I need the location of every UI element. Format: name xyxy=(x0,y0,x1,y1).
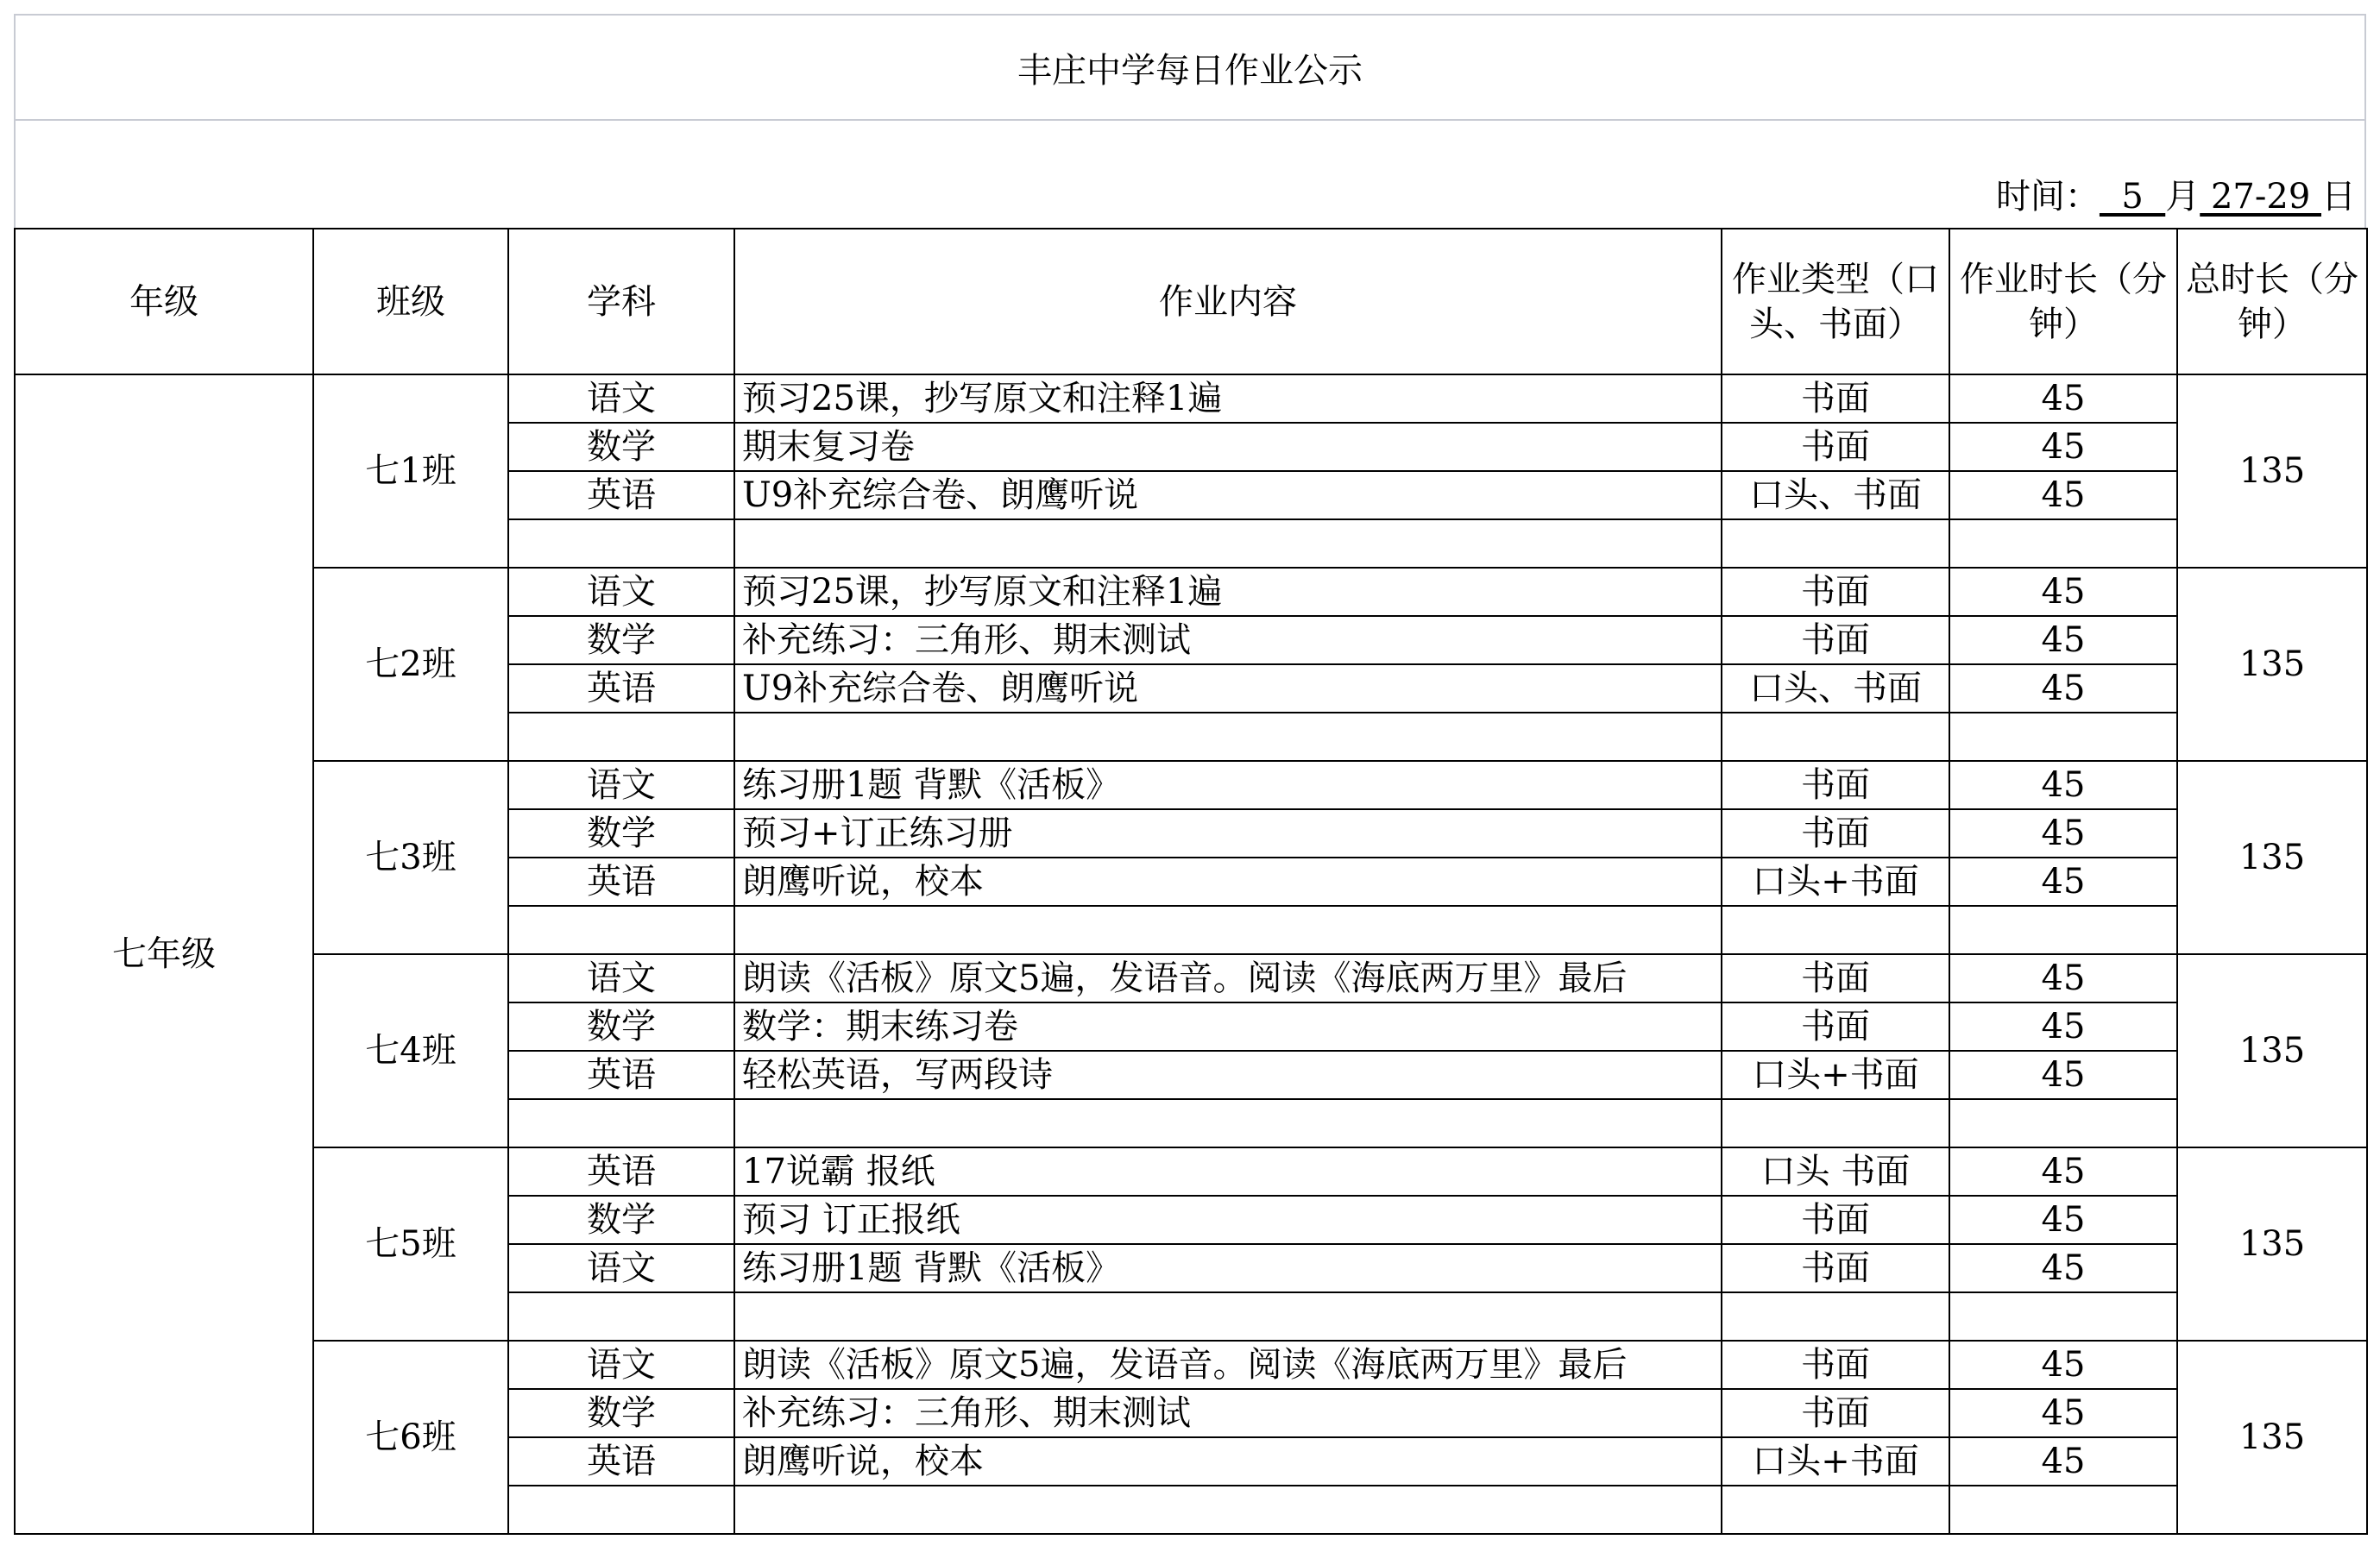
subject-cell: 数学 xyxy=(508,423,734,471)
type-cell: 书面 xyxy=(1722,568,1949,616)
content-cell: 数学：期末练习卷 xyxy=(734,1002,1722,1051)
header-type: 作业类型（口头、书面） xyxy=(1722,229,1949,374)
subject-cell: 语文 xyxy=(508,374,734,423)
duration-cell: 45 xyxy=(1949,1389,2177,1437)
content-cell: 朗读《活板》原文5遍，发语音。阅读《海底两万里》最后 xyxy=(734,1341,1722,1389)
empty-type-cell xyxy=(1722,1292,1949,1341)
total-cell: 135 xyxy=(2177,954,2367,1147)
header-row xyxy=(15,229,2367,374)
content-cell: 17说霸 报纸 xyxy=(734,1147,1722,1196)
duration-cell: 45 xyxy=(1949,1341,2177,1389)
time-month-unit: 月 xyxy=(2165,177,2201,217)
empty-duration-cell xyxy=(1949,906,2177,954)
header-class: 班级 xyxy=(313,229,508,374)
empty-subject-cell xyxy=(508,713,734,761)
subject-cell: 语文 xyxy=(508,761,734,809)
subject-cell: 数学 xyxy=(508,616,734,664)
type-cell: 书面 xyxy=(1722,809,1949,858)
type-cell: 书面 xyxy=(1722,1341,1949,1389)
type-cell: 书面 xyxy=(1722,761,1949,809)
empty-content-cell xyxy=(734,1292,1722,1341)
duration-cell: 45 xyxy=(1949,809,2177,858)
empty-type-cell xyxy=(1722,1486,1949,1534)
subject-cell: 英语 xyxy=(508,1437,734,1486)
type-cell: 书面 xyxy=(1722,616,1949,664)
empty-subject-cell xyxy=(508,519,734,568)
empty-type-cell xyxy=(1722,906,1949,954)
class-cell: 七4班 xyxy=(313,954,508,1147)
content-cell: U9补充综合卷、朗鹰听说 xyxy=(734,471,1722,519)
type-cell: 书面 xyxy=(1722,423,1949,471)
empty-subject-cell xyxy=(508,906,734,954)
type-cell: 书面 xyxy=(1722,1002,1949,1051)
empty-duration-cell xyxy=(1949,713,2177,761)
subject-cell: 英语 xyxy=(508,1051,734,1099)
grade-cell: 七年级 xyxy=(15,374,313,1534)
duration-cell: 45 xyxy=(1949,858,2177,906)
content-cell: 补充练习：三角形、期末测试 xyxy=(734,616,1722,664)
empty-content-cell xyxy=(734,1486,1722,1534)
time-month: 5 xyxy=(2099,177,2166,217)
content-cell: 练习册1题 背默《活板》 xyxy=(734,1244,1722,1292)
duration-cell: 45 xyxy=(1949,664,2177,713)
table-row xyxy=(15,1341,2367,1389)
duration-cell: 45 xyxy=(1949,1147,2177,1196)
content-cell: 预习+订正练习册 xyxy=(734,809,1722,858)
type-cell: 口头 书面 xyxy=(1722,1147,1949,1196)
subject-cell: 语文 xyxy=(508,954,734,1002)
empty-type-cell xyxy=(1722,1099,1949,1147)
empty-duration-cell xyxy=(1949,1486,2177,1534)
duration-cell: 45 xyxy=(1949,954,2177,1002)
subject-cell: 英语 xyxy=(508,471,734,519)
header-total: 总时长（分钟） xyxy=(2177,229,2367,374)
content-cell: 朗鹰听说，校本 xyxy=(734,858,1722,906)
duration-cell: 45 xyxy=(1949,1002,2177,1051)
time-day-unit: 日 xyxy=(2321,177,2356,217)
empty-duration-cell xyxy=(1949,1099,2177,1147)
empty-content-cell xyxy=(734,713,1722,761)
header-grade: 年级 xyxy=(15,229,313,374)
class-cell: 七1班 xyxy=(313,374,508,568)
subject-cell: 语文 xyxy=(508,568,734,616)
sheet-title: 丰庄中学每日作业公示 xyxy=(14,14,2366,121)
type-cell: 书面 xyxy=(1722,1244,1949,1292)
type-cell: 口头+书面 xyxy=(1722,1437,1949,1486)
subject-cell: 数学 xyxy=(508,1196,734,1244)
duration-cell: 45 xyxy=(1949,374,2177,423)
total-cell: 135 xyxy=(2177,1147,2367,1341)
duration-cell: 45 xyxy=(1949,1196,2177,1244)
class-cell: 七6班 xyxy=(313,1341,508,1534)
subject-cell: 数学 xyxy=(508,1389,734,1437)
class-cell: 七5班 xyxy=(313,1147,508,1341)
duration-cell: 45 xyxy=(1949,616,2177,664)
table-row xyxy=(15,954,2367,1002)
content-cell: 预习 订正报纸 xyxy=(734,1196,1722,1244)
empty-content-cell xyxy=(734,1099,1722,1147)
duration-cell: 45 xyxy=(1949,1437,2177,1486)
header-subject: 学科 xyxy=(508,229,734,374)
content-cell: 朗鹰听说，校本 xyxy=(734,1437,1722,1486)
total-cell: 135 xyxy=(2177,374,2367,568)
table-row xyxy=(15,761,2367,809)
empty-content-cell xyxy=(734,906,1722,954)
duration-cell: 45 xyxy=(1949,423,2177,471)
subject-cell: 语文 xyxy=(508,1341,734,1389)
empty-type-cell xyxy=(1722,519,1949,568)
header-content: 作业内容 xyxy=(734,229,1722,374)
empty-type-cell xyxy=(1722,713,1949,761)
class-cell: 七2班 xyxy=(313,568,508,761)
empty-subject-cell xyxy=(508,1292,734,1341)
empty-subject-cell xyxy=(508,1486,734,1534)
subject-cell: 数学 xyxy=(508,809,734,858)
time-label: 时间： xyxy=(1995,177,2100,217)
duration-cell: 45 xyxy=(1949,568,2177,616)
header-duration: 作业时长（分钟） xyxy=(1949,229,2177,374)
subject-cell: 数学 xyxy=(508,1002,734,1051)
empty-duration-cell xyxy=(1949,1292,2177,1341)
empty-content-cell xyxy=(734,519,1722,568)
total-cell: 135 xyxy=(2177,761,2367,954)
table-row xyxy=(15,1147,2367,1196)
content-cell: 轻松英语，写两段诗 xyxy=(734,1051,1722,1099)
time-days: 27-29 xyxy=(2200,177,2321,217)
content-cell: 期末复习卷 xyxy=(734,423,1722,471)
content-cell: 补充练习：三角形、期末测试 xyxy=(734,1389,1722,1437)
type-cell: 书面 xyxy=(1722,1196,1949,1244)
type-cell: 口头+书面 xyxy=(1722,1051,1949,1099)
content-cell: U9补充综合卷、朗鹰听说 xyxy=(734,664,1722,713)
type-cell: 口头+书面 xyxy=(1722,858,1949,906)
duration-cell: 45 xyxy=(1949,1244,2177,1292)
subject-cell: 语文 xyxy=(508,1244,734,1292)
class-cell: 七3班 xyxy=(313,761,508,954)
homework-table xyxy=(14,228,2368,1535)
empty-duration-cell xyxy=(1949,519,2177,568)
content-cell: 朗读《活板》原文5遍，发语音。阅读《海底两万里》最后 xyxy=(734,954,1722,1002)
total-cell: 135 xyxy=(2177,568,2367,761)
subject-cell: 英语 xyxy=(508,1147,734,1196)
duration-cell: 45 xyxy=(1949,1051,2177,1099)
table-row xyxy=(15,374,2367,423)
type-cell: 口头、书面 xyxy=(1722,664,1949,713)
type-cell: 书面 xyxy=(1722,954,1949,1002)
subject-cell: 英语 xyxy=(508,664,734,713)
time-row xyxy=(14,121,2366,228)
type-cell: 书面 xyxy=(1722,1389,1949,1437)
duration-cell: 45 xyxy=(1949,471,2177,519)
type-cell: 书面 xyxy=(1722,374,1949,423)
content-cell: 预习25课，抄写原文和注释1遍 xyxy=(734,374,1722,423)
table-row xyxy=(15,568,2367,616)
table-body xyxy=(15,374,2367,1534)
type-cell: 口头、书面 xyxy=(1722,471,1949,519)
time-line xyxy=(1996,169,2356,218)
content-cell: 练习册1题 背默《活板》 xyxy=(734,761,1722,809)
content-cell: 预习25课，抄写原文和注释1遍 xyxy=(734,568,1722,616)
duration-cell: 45 xyxy=(1949,761,2177,809)
subject-cell: 英语 xyxy=(508,858,734,906)
empty-subject-cell xyxy=(508,1099,734,1147)
total-cell: 135 xyxy=(2177,1341,2367,1534)
